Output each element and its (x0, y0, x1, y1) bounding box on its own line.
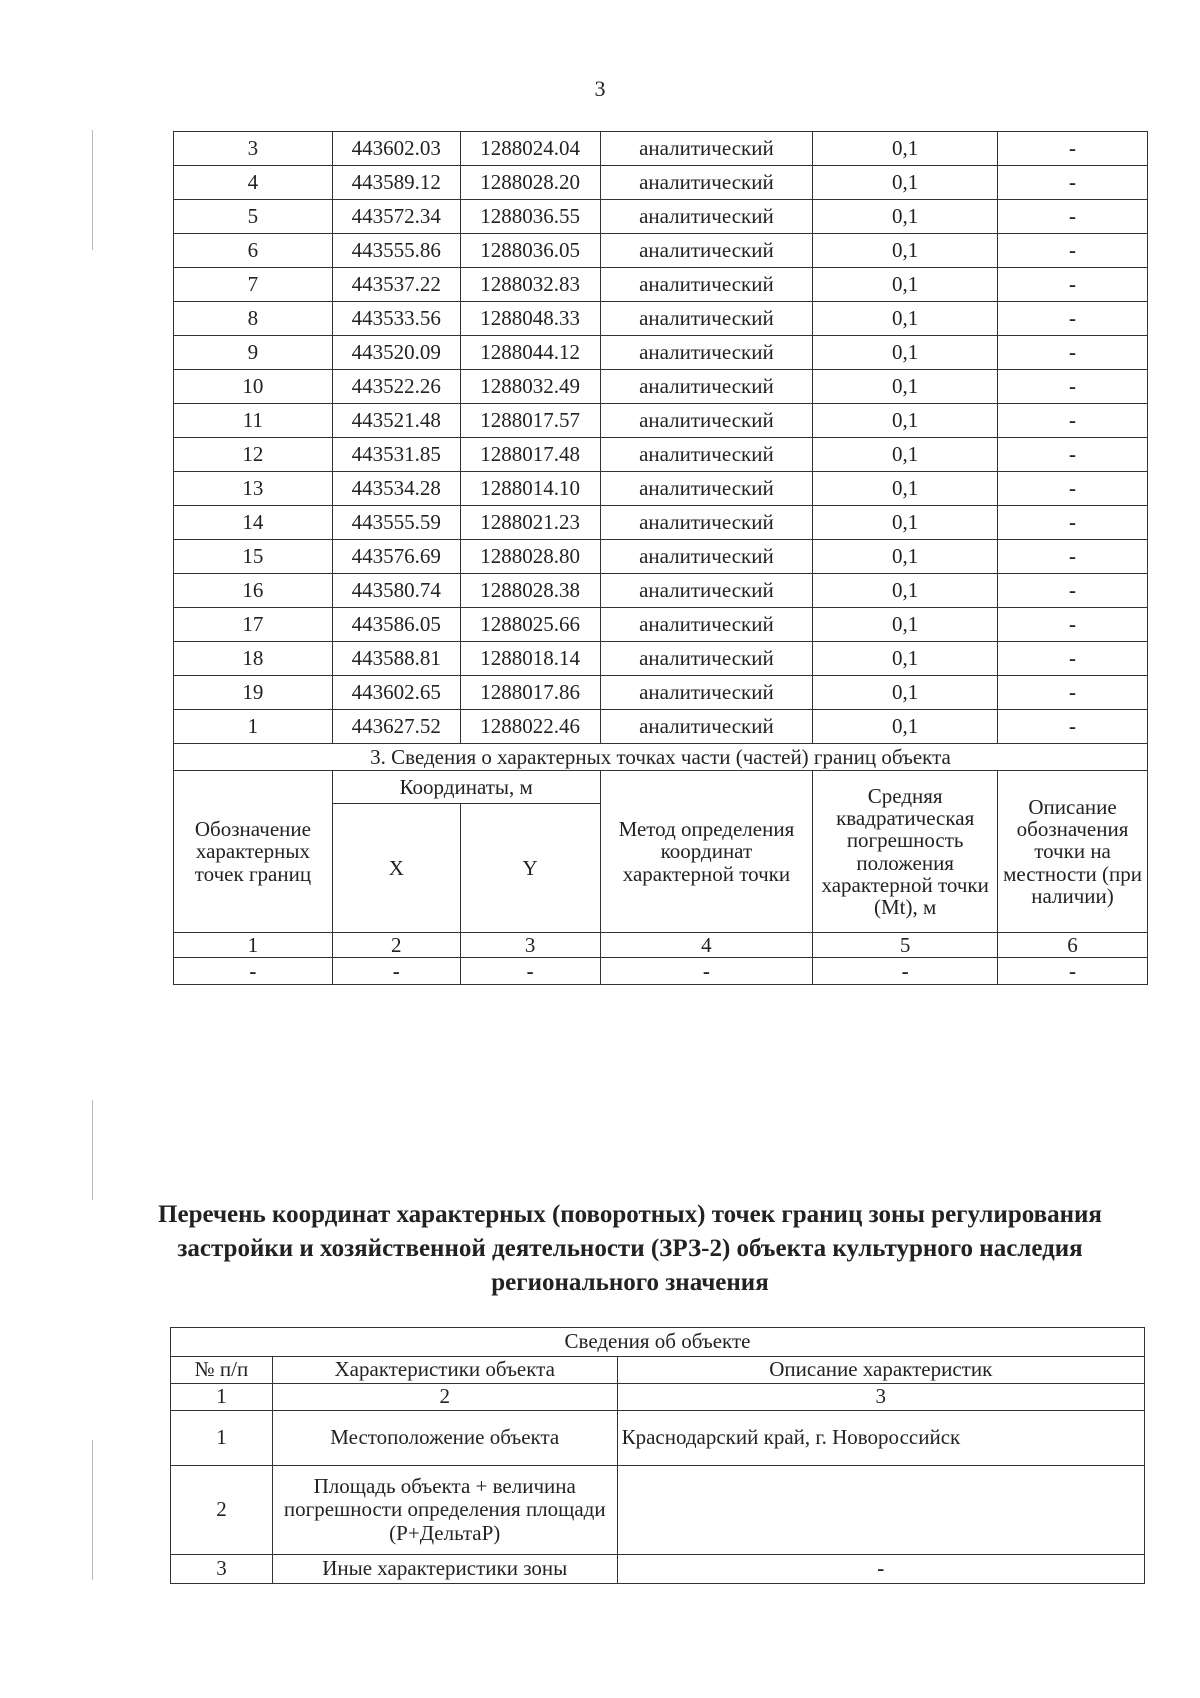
column-number-row (171, 1384, 1145, 1411)
table-cell: 443555.59 (332, 506, 460, 540)
page-number: 3 (594, 76, 606, 101)
table-cell: 1 (171, 1411, 273, 1466)
table-cell: 0,1 (813, 200, 998, 234)
table-cell: 443576.69 (332, 540, 460, 574)
table-cell: 0,1 (813, 404, 998, 438)
table-cell: 443555.86 (332, 234, 460, 268)
table-row (174, 132, 1148, 166)
table-cell: - (617, 1555, 1144, 1584)
header-accuracy: Средняя квадратическая погрешность положения характерной точки (Mt), м (813, 771, 998, 933)
column-number-row (174, 933, 1148, 958)
table-row (174, 574, 1148, 608)
table-cell: 443531.85 (332, 438, 460, 472)
table-cell: 17 (174, 608, 333, 642)
table-row (174, 234, 1148, 268)
table-cell: 1288032.49 (460, 370, 600, 404)
table-cell: 0,1 (813, 506, 998, 540)
table-cell: 443537.22 (332, 268, 460, 302)
table-cell: 11 (174, 404, 333, 438)
table-cell: 443627.52 (332, 710, 460, 744)
table-cell (617, 1466, 1144, 1555)
table-row (174, 336, 1148, 370)
table-row (174, 438, 1148, 472)
table-cell: аналитический (600, 132, 813, 166)
table-cell: - (998, 336, 1148, 370)
table-cell: 1288028.20 (460, 166, 600, 200)
table-cell: аналитический (600, 268, 813, 302)
table-cell: - (998, 676, 1148, 710)
table-row (174, 676, 1148, 710)
table-cell: - (600, 958, 813, 985)
object-info-table (170, 1327, 1145, 1584)
table-cell: аналитический (600, 336, 813, 370)
table-row (171, 1411, 1145, 1466)
table-cell: 1288036.05 (460, 234, 600, 268)
table-cell: 0,1 (813, 676, 998, 710)
info-table-title: Сведения об объекте (171, 1328, 1145, 1357)
column-number: 3 (460, 933, 600, 958)
table-cell: 9 (174, 336, 333, 370)
table-cell: 0,1 (813, 370, 998, 404)
table-cell: - (813, 958, 998, 985)
table-cell: аналитический (600, 642, 813, 676)
header-method: Метод определения координат характерной точки (600, 771, 813, 933)
table-row (174, 370, 1148, 404)
column-number: 2 (332, 933, 460, 958)
table-cell: аналитический (600, 438, 813, 472)
table-cell: 0,1 (813, 132, 998, 166)
table-cell: аналитический (600, 370, 813, 404)
table-cell: - (998, 234, 1148, 268)
table-cell: 443520.09 (332, 336, 460, 370)
table-cell: - (998, 472, 1148, 506)
header-point-designation: Обозначение характерных точек границ (174, 771, 333, 933)
table-cell: Краснодарский край, г. Новороссийск (617, 1411, 1144, 1466)
table-cell: - (174, 958, 333, 985)
table-row (174, 958, 1148, 985)
column-number: 5 (813, 933, 998, 958)
table-cell: 1288048.33 (460, 302, 600, 336)
table-cell: 443589.12 (332, 166, 460, 200)
table-cell: 7 (174, 268, 333, 302)
table-cell: - (998, 200, 1148, 234)
scan-artifact-line (92, 1440, 93, 1580)
table-row (174, 506, 1148, 540)
table-cell: - (460, 958, 600, 985)
table-cell: 0,1 (813, 540, 998, 574)
table-cell: аналитический (600, 234, 813, 268)
table-cell: 443602.03 (332, 132, 460, 166)
table-cell: аналитический (600, 608, 813, 642)
table-cell: - (998, 166, 1148, 200)
coordinates-table-body (174, 132, 1148, 985)
table-cell: 0,1 (813, 302, 998, 336)
table-cell: 13 (174, 472, 333, 506)
table-cell: 0,1 (813, 268, 998, 302)
table-cell: 1288017.48 (460, 438, 600, 472)
coordinates-table (173, 131, 1148, 985)
table-cell: аналитический (600, 676, 813, 710)
table-cell: 1288017.86 (460, 676, 600, 710)
header-number: № п/п (171, 1357, 273, 1384)
table-cell: 443580.74 (332, 574, 460, 608)
table-cell: 443521.48 (332, 404, 460, 438)
table-cell: 0,1 (813, 438, 998, 472)
table-cell: 1288022.46 (460, 710, 600, 744)
table-cell: - (998, 958, 1148, 985)
table-row (174, 472, 1148, 506)
table-cell: аналитический (600, 200, 813, 234)
table-row (174, 200, 1148, 234)
table-cell: 0,1 (813, 336, 998, 370)
header-characteristic: Характеристики объекта (272, 1357, 617, 1384)
scan-artifact-line (92, 1100, 93, 1200)
table-cell: 8 (174, 302, 333, 336)
table-cell: аналитический (600, 506, 813, 540)
table-cell: - (998, 642, 1148, 676)
section3-title-row (174, 744, 1148, 771)
table-cell: Иные характеристики зоны (272, 1555, 617, 1584)
table-cell: - (998, 302, 1148, 336)
table-cell: 443586.05 (332, 608, 460, 642)
table-cell: 1 (174, 710, 333, 744)
column-number: 4 (600, 933, 813, 958)
table-cell: 1288014.10 (460, 472, 600, 506)
table-cell: 0,1 (813, 166, 998, 200)
table-cell: 1288044.12 (460, 336, 600, 370)
table-cell: аналитический (600, 166, 813, 200)
table-cell: 1288028.80 (460, 540, 600, 574)
header-coordinates: Координаты, м (332, 771, 600, 804)
table-cell: - (998, 404, 1148, 438)
table-cell: аналитический (600, 404, 813, 438)
column-number: 1 (174, 933, 333, 958)
table-cell: 0,1 (813, 574, 998, 608)
table-cell: 0,1 (813, 710, 998, 744)
table-cell: 0,1 (813, 608, 998, 642)
table-cell: 10 (174, 370, 333, 404)
table-cell: 18 (174, 642, 333, 676)
table-cell: - (998, 370, 1148, 404)
column-number: 2 (272, 1384, 617, 1411)
table-cell: - (998, 268, 1148, 302)
header-description: Описание характеристик (617, 1357, 1144, 1384)
table-cell: - (998, 574, 1148, 608)
table-cell: - (332, 958, 460, 985)
table-cell: 443522.26 (332, 370, 460, 404)
table-row (174, 608, 1148, 642)
table-header-row (174, 771, 1148, 804)
table-cell: 3 (171, 1555, 273, 1584)
table-cell: 443572.34 (332, 200, 460, 234)
table-cell: - (998, 710, 1148, 744)
table-row (174, 404, 1148, 438)
table-cell: 1288028.38 (460, 574, 600, 608)
column-number: 6 (998, 933, 1148, 958)
table-cell: аналитический (600, 472, 813, 506)
table-cell: 1288036.55 (460, 200, 600, 234)
table-cell: Местоположение объекта (272, 1411, 617, 1466)
table-cell: 14 (174, 506, 333, 540)
table-cell: 5 (174, 200, 333, 234)
table-cell: 12 (174, 438, 333, 472)
info-title-row (171, 1328, 1145, 1357)
table-cell: аналитический (600, 302, 813, 336)
table-cell: 1288032.83 (460, 268, 600, 302)
table-cell: 1288021.23 (460, 506, 600, 540)
table-cell: - (998, 132, 1148, 166)
table-cell: аналитический (600, 574, 813, 608)
header-x: X (332, 804, 460, 933)
table-cell: 6 (174, 234, 333, 268)
scan-artifact-line (92, 130, 93, 250)
table-cell: 16 (174, 574, 333, 608)
table-cell: - (998, 608, 1148, 642)
table-cell: 4 (174, 166, 333, 200)
table-cell: - (998, 438, 1148, 472)
table-cell: 443533.56 (332, 302, 460, 336)
table-cell: 443602.65 (332, 676, 460, 710)
table-row (174, 166, 1148, 200)
section3-title: 3. Сведения о характерных точках части (частей) границ объекта (174, 744, 1148, 771)
table-row (171, 1466, 1145, 1555)
header-y: Y (460, 804, 600, 933)
table-row (174, 268, 1148, 302)
zone-title: Перечень координат характерных (поворотных) точек границ зоны регулирования застройки и хозяйственной деятельности (ЗРЗ-2) объекта культурного наследия регионального значения (158, 1201, 1102, 1296)
table-cell: 15 (174, 540, 333, 574)
table-row (171, 1555, 1145, 1584)
table-cell: аналитический (600, 710, 813, 744)
table-row (174, 540, 1148, 574)
table-row (174, 302, 1148, 336)
header-description: Описание обозначения точки на местности (при наличии) (998, 771, 1148, 933)
table-cell: 3 (174, 132, 333, 166)
column-number: 3 (617, 1384, 1144, 1411)
table-cell: 1288025.66 (460, 608, 600, 642)
table-cell: 443534.28 (332, 472, 460, 506)
column-number: 1 (171, 1384, 273, 1411)
table-cell: 2 (171, 1466, 273, 1555)
table-cell: 1288018.14 (460, 642, 600, 676)
table-cell: 1288024.04 (460, 132, 600, 166)
table-row (174, 642, 1148, 676)
table-cell: 19 (174, 676, 333, 710)
table-cell: - (998, 506, 1148, 540)
table-row (174, 710, 1148, 744)
table-cell: 0,1 (813, 642, 998, 676)
table-cell: Площадь объекта + величина погрешности определения площади (P+ДельтаP) (272, 1466, 617, 1555)
table-header-row (171, 1357, 1145, 1384)
table-cell: 443588.81 (332, 642, 460, 676)
table-cell: 1288017.57 (460, 404, 600, 438)
table-cell: - (998, 540, 1148, 574)
table-cell: аналитический (600, 540, 813, 574)
table-cell: 0,1 (813, 234, 998, 268)
table-cell: 0,1 (813, 472, 998, 506)
